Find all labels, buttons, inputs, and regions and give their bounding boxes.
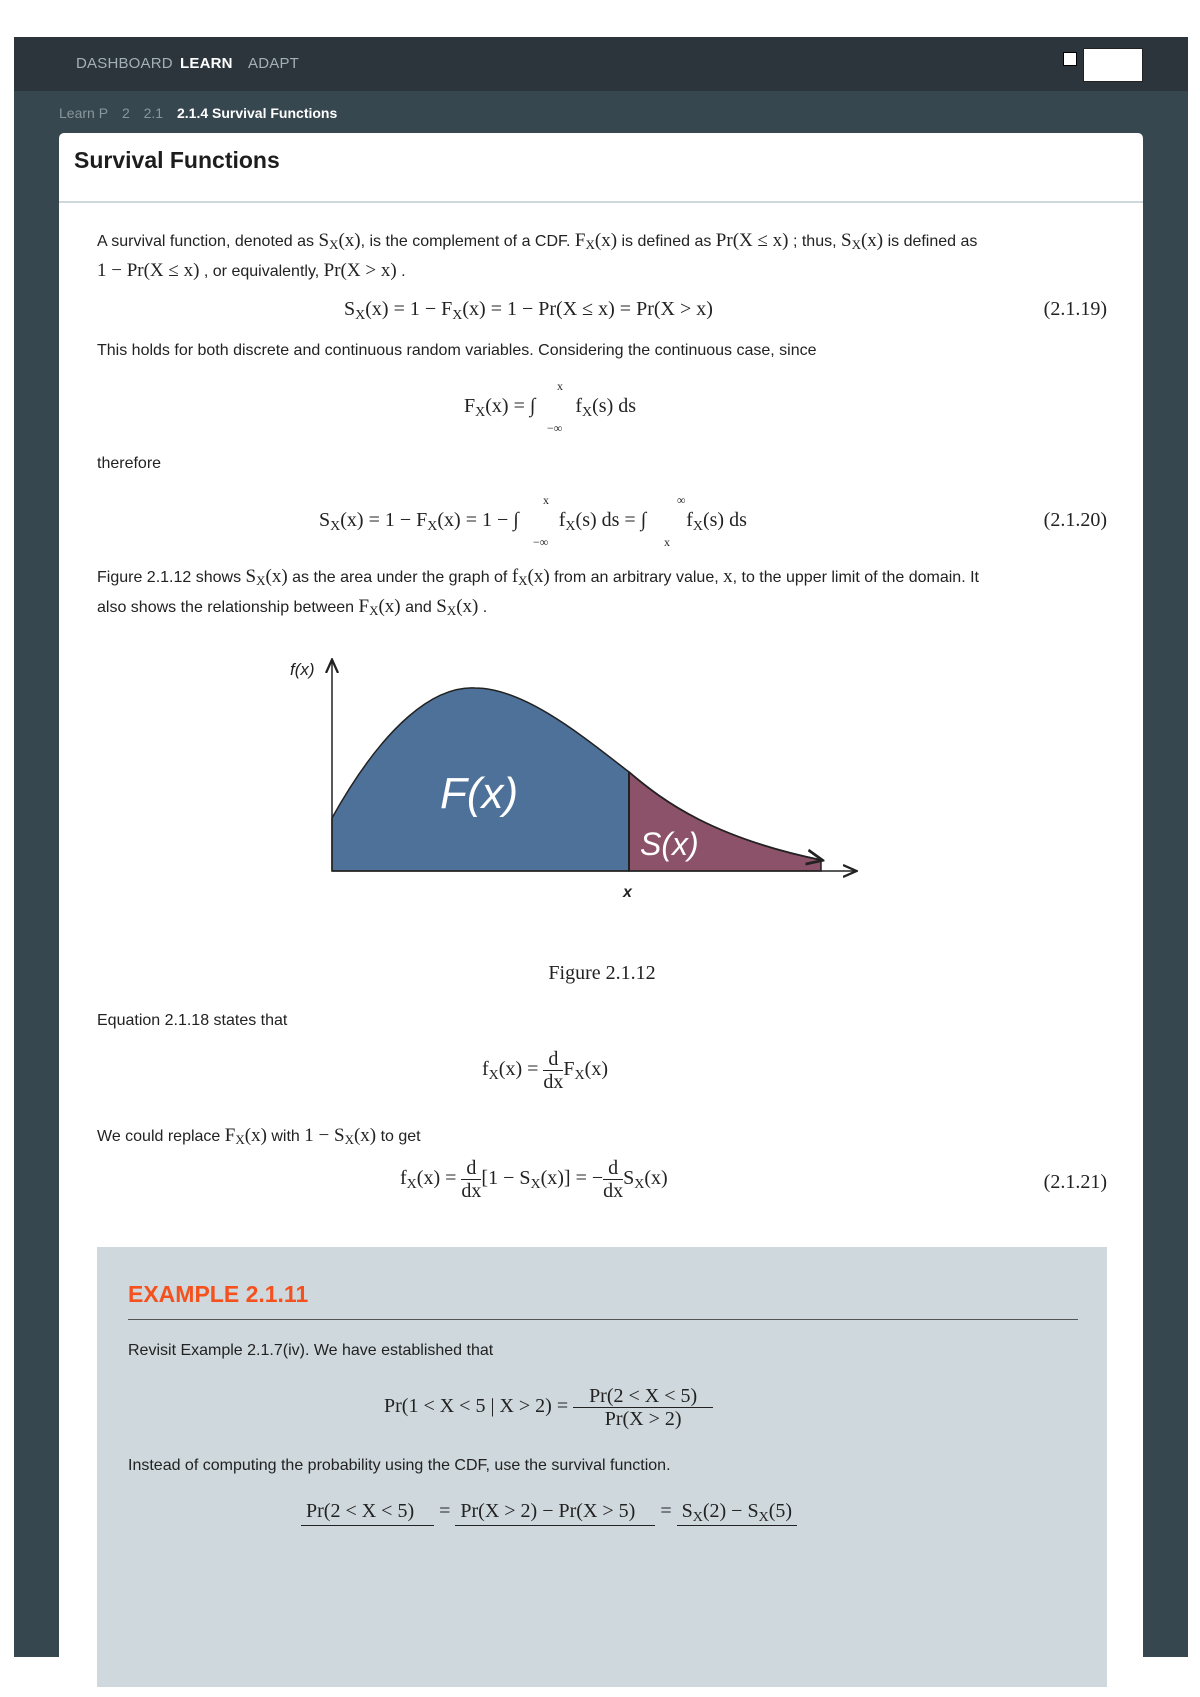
equation-cdf-integral: $F_X(x)$ = ∫ $f_X(s)$ ds: [464, 395, 637, 420]
example-survival-equation: Pr(2 < X < 5) = Pr(X > 2) − Pr(X > 5) = $S_X(2) - S_X(5)$: [301, 1500, 798, 1525]
example-title: EXAMPLE 2.1.11: [128, 1281, 309, 1307]
breadcrumb-current: 2.1.4 Survival Functions: [176, 105, 338, 121]
example-instruction: Instead of computing the probability using the CDF, use the survival function.: [128, 1457, 671, 1474]
top-navigation: [14, 37, 1188, 91]
nav-checkbox[interactable]: [1063, 52, 1077, 66]
figure-caption: Figure 2.1.12: [548, 962, 656, 984]
intro-paragraph: A survival function, denoted as $S_X(x)$, is the complement of a CDF. $F_X(x)$ is defined as Pr(X ≤ x) ; thus, $S_X(x)$ is defined as 1 − Pr(X ≤ x) , or equivalently, Pr(X > x) .: [97, 230, 978, 281]
cdf-label: F(x): [440, 769, 519, 818]
survival-function-graph: [290, 653, 905, 913]
content-card: Survival Functions A survival function, denoted as $S_X(x)$, is the complement of a CDF. $F_X(x)$ is defined as Pr(X ≤ x) ; thus, $S_X(x)$ is defined as 1 − Pr(X ≤ x) , or equivalently, Pr(X > x) . $S_X(x) = 1 - F_X(x) = 1 - Pr(X \le x) = Pr(X > x)$ (2.1.19) This holds for both discrete and continuous random variables. Considering the continuous case, since $F_X(x)$ = ∫ $f_X(s)$ ds x −∞ therefore $S_X(x) = 1 - F_X(x) = 1$ − ∫ $f_X(s)$ ds = ∫ $f_X(s)$ ds x −∞ ∞ x (2.1.20) Figure 2.1.12 shows $S_X(x)$ as the area under the graph of $f_X(x)$ from an arbitrary value, x, to the upper limit of the domain. It also shows the relationship between $F_X(x)$ and $S_X(x)$ . f(x) x F(x) S(x) Figure 2.1.12 Equation 2.1.18 states that $f_X(x)$ = $\frac{d}{dx}$ $F_X(x)$ We could replace $F_X(x)$ with $1 - S_X(x)$ to get $f_X(x)$ = $\frac{d}{dx}$ $[1 - S_X(x)]$ = − $\frac{d}{dx}$ $S_X(x)$ (2.1.21) EXAMPLE 2.1.11 Revisit Example 2.1.7(iv). We have established that Pr(1 < X < 5 | X > 2) = $\frac{Pr(2 < X < 5)}{Pr(X > 2)}$ Instead of computing the probability using the CDF, use the survival function. Pr(2 < X < 5) = Pr(X > 2) − Pr(X > 5) = $S_X(2) - S_X(5)$: [59, 133, 1143, 1673]
nav-adapt[interactable]: ADAPT: [248, 55, 300, 72]
paragraph-therefore: therefore: [97, 455, 162, 472]
paragraph-replace: We could replace $F_X(x)$ with $1 - S_X(x)$ to get: [97, 1125, 421, 1147]
equation-2-1-19: $S_X(x) = 1 - F_X(x) = 1 - Pr(X \le x) = Pr(X > x)$: [344, 298, 713, 323]
breadcrumb-2-1[interactable]: 2.1: [143, 105, 164, 121]
nav-dashboard[interactable]: DASHBOARD: [76, 55, 173, 72]
example-conditional-probability: Pr(1 < X < 5 | X > 2) = $\frac{Pr(2 < X < 5)}{Pr(X > 2)}$: [384, 1385, 713, 1430]
equation-2-1-21: $f_X(x)$ = $\frac{d}{dx}$ $[1 - S_X(x)]$ = − $\frac{d}{dx}$ $S_X(x)$: [400, 1157, 668, 1202]
card-header: [59, 133, 1143, 203]
example-divider: [128, 1319, 1078, 1320]
x-axis-label: x: [623, 884, 632, 901]
example-intro: Revisit Example 2.1.7(iv). We have established that: [128, 1342, 494, 1359]
equation-number-2-1-21: (2.1.21): [1043, 1171, 1107, 1193]
app-frame: [14, 37, 1188, 1657]
equation-2-1-20: $S_X(x) = 1 - F_X(x) = 1$ − ∫ $f_X(s)$ ds = ∫ $f_X(s)$ ds: [319, 509, 747, 534]
y-axis-label: f(x): [290, 660, 315, 679]
nav-learn[interactable]: LEARN: [180, 55, 233, 72]
breadcrumb: [59, 105, 337, 125]
paragraph-figure-description: Figure 2.1.12 shows $S_X(x)$ as the area under the graph of $f_X(x)$ from an arbitrary value, x, to the upper limit of the domain. It also shows the relationship between $F_X(x)$ and $S_X(x)$ .: [97, 566, 979, 618]
paragraph-continuous-case: This holds for both discrete and continuous random variables. Considering the continuous case, since: [97, 342, 817, 359]
equation-number-2-1-19: (2.1.19): [1043, 298, 1107, 320]
example-box: [97, 1247, 1107, 1687]
survival-label: S(x): [640, 826, 699, 862]
nav-user-box[interactable]: [1083, 48, 1143, 82]
page-title: Survival Functions: [74, 147, 280, 173]
figure-2-1-12: [290, 653, 905, 918]
equation-derivative-cdf: $f_X(x)$ = $\frac{d}{dx}$ $F_X(x)$: [482, 1048, 608, 1093]
breadcrumb-learn-p[interactable]: Learn P: [59, 105, 109, 121]
breadcrumb-2[interactable]: 2: [121, 105, 130, 121]
paragraph-equation-2-1-18: Equation 2.1.18 states that: [97, 1012, 288, 1029]
equation-number-2-1-20: (2.1.20): [1043, 509, 1107, 531]
